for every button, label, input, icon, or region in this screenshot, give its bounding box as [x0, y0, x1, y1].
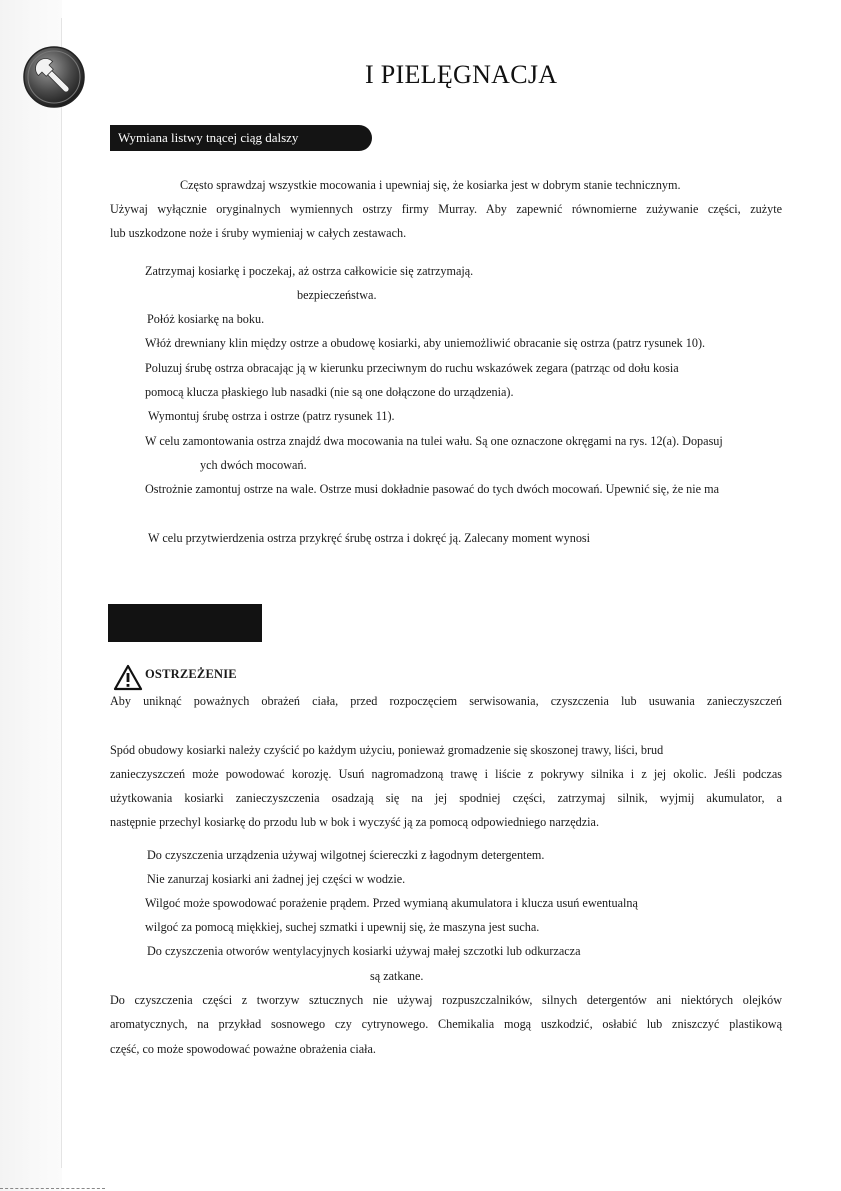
- step-loosen-bolt: Poluzuj śrubę ostrza obracając ją w kierunku przeciwnym do ruchu wskazówek zegara (patrząc od dołu kosia: [145, 361, 679, 375]
- step-tighten-bolt: W celu przytwierdzenia ostrza przykręć śrubę ostrza i dokręć ją. Zalecany moment wynosi: [148, 531, 591, 545]
- step-mount-blade: Ostrożnie zamontuj ostrze na wale. Ostrze musi dokładnie pasować do tych dwóch mocowań. Upewnić się, że nie ma: [145, 482, 719, 496]
- plastics-para-line-1: Do czyszczenia części z tworzyw sztucznych nie używaj rozpuszczalników, silnych detergentów ani niektórych olejków: [110, 993, 782, 1007]
- bullet-damp-cloth: Do czyszczenia urządzenia używaj wilgotnej ściereczki z łagodnym detergentem.: [147, 848, 545, 862]
- cleaning-para-line-3: użytkowania kosiarki zanieczyszczenia osadzają się na jej spodniej części, zatrzymaj silnik, wyjmij akumulator, a: [110, 791, 782, 805]
- step-find-mounts: W celu zamontowania ostrza znajdź dwa mocowania na tulei wału. Są one oznaczone okręgami na rys. 12(a). Dopasuj: [145, 434, 723, 448]
- step-wooden-wedge: Włóż drewniany klin między ostrze a obudowę kosiarki, aby uniemożliwić obracanie się ostrza (patrz rysunek 10).: [145, 336, 706, 350]
- cleaning-para-line-1: Spód obudowy kosiarki należy czyścić po każdym użyciu, ponieważ gromadzenie się skoszonej trawy, liści, brud: [110, 743, 664, 757]
- page-edge-shadow: [0, 0, 62, 1191]
- warning-text: Aby uniknąć poważnych obrażeń ciała, przed rozpoczęciem serwisowania, czyszczenia lub usuwania zanieczyszczeń: [110, 694, 782, 708]
- bullet-moisture: Wilgoć może spowodować porażenie prądem. Przed wymianą akumulatora i klucza usuń ewentualną: [145, 896, 638, 910]
- step-safety: bezpieczeństwa.: [297, 288, 377, 302]
- cleaning-para-line-4: następnie przechyl kosiarkę do przodu lub w bok i wyczyść ją za pomocą odpowiedniego narzędzia.: [110, 815, 600, 829]
- section-banner: Wymiana listwy tnącej ciąg dalszy: [110, 125, 372, 151]
- step-stop-mower: Zatrzymaj kosiarkę i poczekaj, aż ostrza całkowicie się zatrzymają.: [145, 264, 474, 278]
- plastics-para-line-3: część, co może spowodować poważne obrażenia ciała.: [110, 1042, 376, 1056]
- bullet-vents: Do czyszczenia otworów wentylacyjnych kosiarki używaj małej szczotki lub odkurzacza: [147, 944, 581, 958]
- bullet-vents-cont: są zatkane.: [370, 969, 424, 983]
- step-loosen-bolt-cont: pomocą klucza płaskiego lub nasadki (nie są one dołączone do urządzenia).: [145, 385, 514, 399]
- warning-icon: [113, 664, 143, 691]
- bullet-no-submerge: Nie zanurzaj kosiarki ani żadnej jej części w wodzie.: [147, 872, 406, 886]
- cleaning-para-line-2: zanieczyszczeń może powodować korozję. Usuń nagromadzoną trawę i liście z pokrywy silnika i z jej okolic. Jeśli podczas: [110, 767, 782, 781]
- step-lay-on-side: Połóż kosiarkę na boku.: [147, 312, 265, 326]
- bullet-moisture-cont: wilgoć za pomocą miękkiej, suchej szmatki i upewnij się, że maszyna jest sucha.: [145, 920, 540, 934]
- section-header-box: [108, 604, 262, 642]
- plastics-para-line-2: aromatycznych, na przykład sosnowego czy cytrynowego. Chemikalia mogą uszkodzić, osłabić lub zniszczyć plastikową: [110, 1017, 782, 1031]
- intro-line-1: Często sprawdzaj wszystkie mocowania i upewniaj się, że kosiarka jest w dobrym stanie technicznym.: [180, 178, 681, 192]
- step-find-mounts-cont: ych dwóch mocowań.: [200, 458, 307, 472]
- step-remove-blade: Wymontuj śrubę ostrza i ostrze (patrz rysunek 11).: [148, 409, 395, 423]
- footer-rule: [0, 1188, 105, 1190]
- warning-title: OSTRZEŻENIE: [145, 667, 237, 681]
- page-title: I PIELĘGNACJA: [365, 60, 558, 89]
- intro-line-3: lub uszkodzone noże i śruby wymieniaj w całych zestawach.: [110, 226, 407, 240]
- page-edge-line: [61, 18, 62, 1168]
- intro-line-2: Używaj wyłącznie oryginalnych wymiennych ostrzy firmy Murray. Aby zapewnić równomierne zużywanie części, zużyte: [110, 202, 782, 216]
- wrench-icon: [22, 45, 86, 109]
